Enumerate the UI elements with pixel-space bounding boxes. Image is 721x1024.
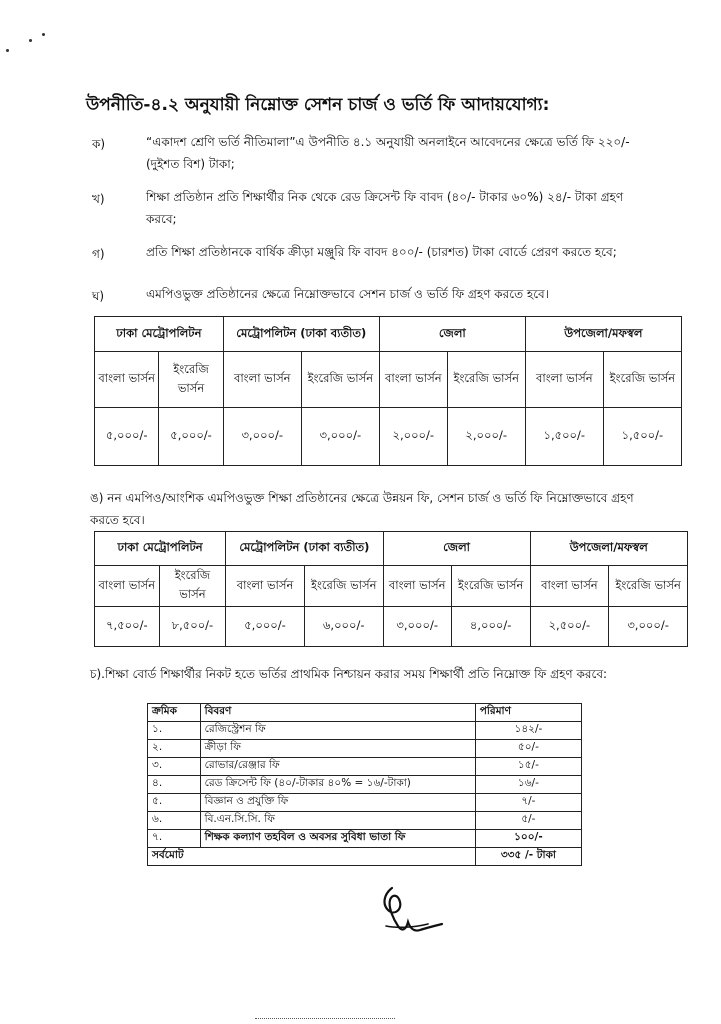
version-header: ইংরেজি ভার্সন xyxy=(301,352,379,408)
item-text-ga: প্রতি শিক্ষা প্রতিষ্ঠানকে বার্ষিক ক্রীড়া মঞ্জুরি ফি বাবদ ৪০০/- (চারশত) টাকা বোর্ডে প্রেরণ করতে হবে; xyxy=(146,245,617,259)
version-header: ইংরেজি ভার্সন xyxy=(447,352,525,408)
page-heading: উপনীতি-৪.২ অনুযায়ী নিম্নোক্ত সেশন চার্জ ও ভর্তি ফি আদায়যোগ্য: xyxy=(86,95,550,115)
region-header: উপজেলা/মফস্বল xyxy=(525,317,681,352)
fee-description: রেড ক্রিসেন্ট ফি (৪০/-টাকার ৪০% = ১৬/-টাকা) xyxy=(200,776,475,794)
fee-value: ৩,০০০/- xyxy=(301,408,379,466)
fee-serial: ৩. xyxy=(148,758,201,776)
fee-value: ৫,০০০/- xyxy=(95,408,159,466)
item-marker-gha: ঘ) xyxy=(92,289,105,303)
version-header: বাংলা ভার্সন xyxy=(95,566,160,607)
table-row xyxy=(148,794,582,812)
fee-header-amount: পরিমাণ xyxy=(475,704,581,722)
item-text-cha: চ).শিক্ষা বোর্ড শিক্ষার্থীর নিকট হতে ভর্তির প্রাথমিক নিশ্চায়ন করার সময় শিক্ষার্থী প্রতি নিম্নোক্ত ফি গ্রহণ করবে: xyxy=(90,667,608,681)
fee-amount: ১৫/- xyxy=(475,758,581,776)
version-header: বাংলা ভার্সন xyxy=(226,566,305,607)
fee-value: ৬,০০০/- xyxy=(304,607,383,647)
table-row xyxy=(148,776,582,794)
item-text-kha xyxy=(146,186,686,230)
fee-total-value: ৩৩৫ /- টাকা xyxy=(475,848,581,866)
version-header: বাংলা ভার্সন xyxy=(95,352,159,408)
region-header: জেলা xyxy=(379,317,525,352)
fee-serial: ৭. xyxy=(148,830,201,848)
fee-description: ক্রীড়া ফি xyxy=(200,740,475,758)
fee-value: ৫,০০০/- xyxy=(226,607,305,647)
fee-value: ২,৫০০/- xyxy=(530,607,609,647)
table-row-total xyxy=(148,848,582,866)
fee-amount: ৭/- xyxy=(475,794,581,812)
item-marker-kha: খ) xyxy=(92,192,105,206)
fee-description: বি.এন.সি.সি. ফি xyxy=(200,812,475,830)
fee-value: ৪,০০০/- xyxy=(451,607,530,647)
version-header: ইংরেজি ভার্সন xyxy=(603,352,681,408)
fee-value: ৫,০০০/- xyxy=(159,408,223,466)
item-text-line: শিক্ষা প্রতিষ্ঠান প্রতি শিক্ষার্থীর নিক থেকে রেড ক্রিসেন্ট ফি বাবদ (৪০/- টাকার ৬০%) ২৪/- টাকা গ্রহণ xyxy=(146,190,624,204)
fee-serial: ৪. xyxy=(148,776,201,794)
fee-value: ২,০০০/- xyxy=(447,408,525,466)
version-header: বাংলা ভার্সন xyxy=(223,352,301,408)
fee-value: ৩,০০০/- xyxy=(223,408,301,466)
version-header: ইংরেজি ভার্সন xyxy=(451,566,530,607)
table-row xyxy=(148,722,582,740)
fee-amount: ১৪২/- xyxy=(475,722,581,740)
fee-amount: ৫/- xyxy=(475,812,581,830)
table-row xyxy=(148,740,582,758)
non-mpo-fee-table xyxy=(94,531,688,647)
fee-value: ২,০০০/- xyxy=(379,408,447,466)
fee-value: ১,৫০০/- xyxy=(603,408,681,466)
table-row xyxy=(148,830,582,848)
fee-header-description: বিবরণ xyxy=(200,704,475,722)
fee-description: বিজ্ঞান ও প্রযুক্তি ফি xyxy=(200,794,475,812)
item-marker-ga: গ) xyxy=(92,247,105,261)
fee-header-serial: ক্রমিক xyxy=(148,704,201,722)
region-header: মেট্রোপলিটন (ঢাকা ব্যতীত) xyxy=(223,317,379,352)
version-header: বাংলা ভার্সন xyxy=(383,566,451,607)
item-text-line: করবে; xyxy=(146,212,177,226)
scan-speck xyxy=(42,33,45,36)
version-header: বাংলা ভার্সন xyxy=(525,352,603,408)
fee-value: ৭,৫০০/- xyxy=(95,607,160,647)
item-text-gha: এমপিওভুক্ত প্রতিষ্ঠানের ক্ষেত্রে নিম্নোক্তভাবে সেশন চার্জ ও ভর্তি ফি গ্রহণ করতে হবে। xyxy=(146,287,550,301)
fee-serial: ৬. xyxy=(148,812,201,830)
scan-speck xyxy=(29,39,32,42)
fee-value: ১,৫০০/- xyxy=(525,408,603,466)
item-text-line: “একাদশ শ্রেণি ভর্তি নীতিমালা”এ উপনীতি ৪.১ অনুযায়ী অনলাইনে আবেদনের ক্ষেত্রে ভর্তি ফি ২২০/- xyxy=(146,135,630,149)
fee-value: ৮,৫০০/- xyxy=(159,607,225,647)
fee-description: শিক্ষক কল্যাণ তহবিল ও অবসর সুবিধা ভাতা ফি xyxy=(200,830,475,848)
scan-mark xyxy=(255,1018,395,1020)
fee-serial: ১. xyxy=(148,722,201,740)
region-header: ঢাকা মেট্রোপলিটন xyxy=(95,532,226,566)
item-marker-ka: ক) xyxy=(92,137,106,151)
item-text-line: (দুইশত বিশ) টাকা; xyxy=(146,157,235,171)
scan-speck xyxy=(6,49,9,52)
version-header: ইংরেজি ভার্সন xyxy=(159,352,223,408)
board-fee-table xyxy=(147,703,582,866)
item-text-nga xyxy=(90,487,690,531)
item-text-ka xyxy=(146,131,686,175)
table-row xyxy=(148,812,582,830)
fee-description: রেজিস্ট্রেশন ফি xyxy=(200,722,475,740)
version-header: বাংলা ভার্সন xyxy=(379,352,447,408)
version-header: বাংলা ভার্সন xyxy=(530,566,609,607)
version-header: ইংরেজি ভার্সন xyxy=(159,566,225,607)
table-row xyxy=(148,758,582,776)
region-header: মেট্রোপলিটন (ঢাকা ব্যতীত) xyxy=(226,532,383,566)
fee-value: ৩,০০০/- xyxy=(609,607,688,647)
fee-amount: ১০০/- xyxy=(475,830,581,848)
item-text-line: করতে হবে। xyxy=(90,513,145,527)
fee-total-label: সর্বমোট xyxy=(148,848,476,866)
item-text-line: ঙ) নন এমপিও/আংশিক এমপিওভুক্ত শিক্ষা প্রতিষ্ঠানের ক্ষেত্রে উন্নয়ন ফি, সেশন চার্জ ও ভর্তি ফি নিম্নোক্তভাবে গ্রহণ xyxy=(90,491,634,505)
fee-serial: ৫. xyxy=(148,794,201,812)
fee-value: ৩,০০০/- xyxy=(383,607,451,647)
fee-amount: ৫০/- xyxy=(475,740,581,758)
signature xyxy=(372,880,444,940)
version-header: ইংরেজি ভার্সন xyxy=(304,566,383,607)
region-header: জেলা xyxy=(383,532,530,566)
region-header: ঢাকা মেট্রোপলিটন xyxy=(95,317,224,352)
fee-serial: ২. xyxy=(148,740,201,758)
fee-amount: ১৬/- xyxy=(475,776,581,794)
region-header: উপজেলা/মফস্বল xyxy=(530,532,687,566)
mpo-fee-table xyxy=(94,316,682,466)
fee-description: রোভার/রেঞ্জার ফি xyxy=(200,758,475,776)
version-header: ইংরেজি ভার্সন xyxy=(609,566,688,607)
